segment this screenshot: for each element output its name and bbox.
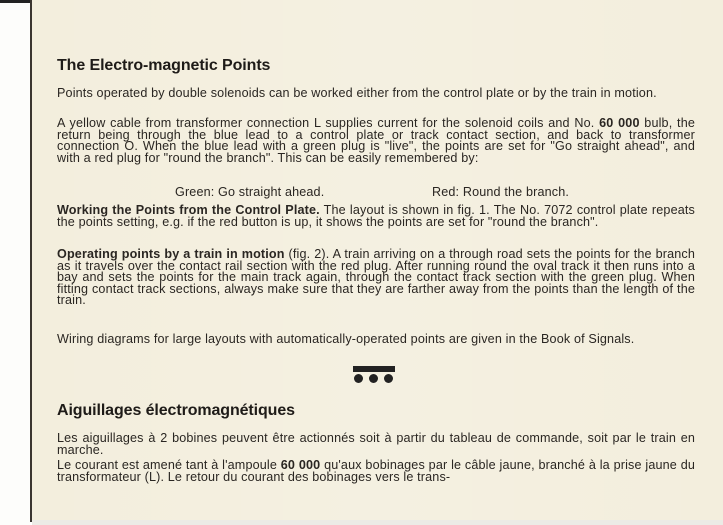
- english-intro-paragraph: Points operated by double solenoids can be worked either from the control plate or by the train in motion.: [57, 86, 657, 100]
- english-heading: The Electro-magnetic Points: [57, 57, 271, 74]
- bulb-number: 60 000: [599, 116, 640, 130]
- train-motion-paragraph: Operating points by a train in motion (fig. 2). A train arriving on a through road sets the points for the branch as it travels over the contact rail section with the red plug. After running round the oval track it then runs into a bay and sets the points for the main track again, through the contact track section with the green plug. When fitting contact track sections, always make sure that they are farther away from the points than the length of the train.: [57, 247, 695, 308]
- logo-wheel: [369, 374, 378, 383]
- french-heading: Aiguillages électromagnétiques: [57, 402, 295, 419]
- page-bottom-edge: [32, 520, 723, 525]
- mnemonic-green: Green: Go straight ahead.: [175, 185, 325, 199]
- french-intro-paragraph: Les aiguillages à 2 bobines peuvent être actionnés soit à partir du tableau de commande, soit par le train en marche.: [57, 431, 695, 457]
- english-wiring-paragraph: A yellow cable from transformer connection L supplies current for the solenoid coils and No. 60 000 bulb, the return being through the blue lead to a control plate or track contact section, and back to transformer connection O. When the blue lead with a green plug is "live", the points are set for "Go straight ahead", and with a red plug for "round the branch". This can be easily remembered by:: [57, 116, 695, 165]
- control-plate-subheading: Working the Points from the Control Plate.: [57, 203, 320, 217]
- train-motion-subheading: Operating points by a train in motion: [57, 247, 285, 261]
- mnemonic-red: Red: Round the branch.: [432, 185, 570, 199]
- scan-edge: [0, 0, 32, 3]
- logo-wheel: [384, 374, 393, 383]
- wiring-diagrams-paragraph: Wiring diagrams for large layouts with automatically-operated points are given in the Book of Signals.: [57, 332, 635, 346]
- logo-bar: [353, 366, 395, 372]
- scan-margin: [0, 0, 30, 525]
- train-logo-icon: [352, 364, 396, 386]
- french-wiring-paragraph: Le courant est amené tant à l'ampoule 60 000 qu'aux bobinages par le câble jaune, branché à la prise jaune du transformateur (L). Le retour du courant des bobinages vers le trans-: [57, 458, 696, 484]
- french-bulb-number: 60 000: [280, 458, 321, 472]
- control-plate-paragraph: Working the Points from the Control Plate. The layout is shown in fig. 1. The No. 7072 control plate repeats the points setting, e.g. if the red button is up, it shows the points are set for "round the branch".: [57, 203, 695, 229]
- logo-wheel: [354, 374, 363, 383]
